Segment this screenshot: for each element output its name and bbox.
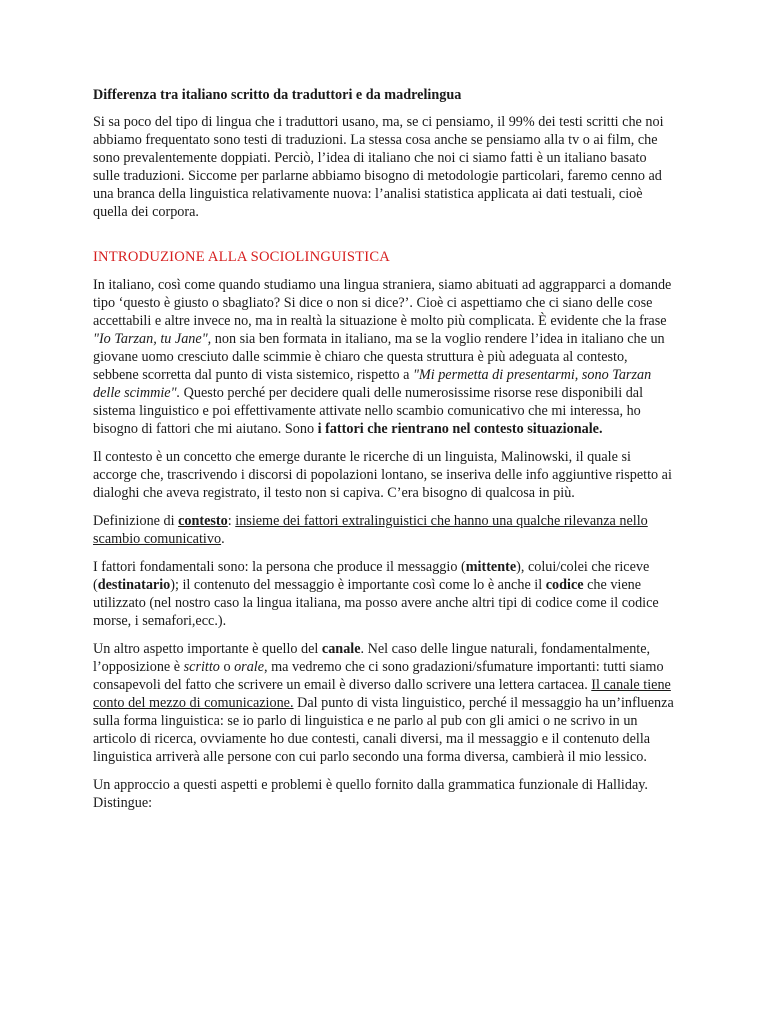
term-scritto: scritto xyxy=(183,659,220,675)
paragraph-fattori xyxy=(93,558,676,630)
text: Definizione di xyxy=(93,513,179,529)
text: ); il contenuto del messaggio è importante così come lo è anche il xyxy=(170,577,546,593)
paragraph-canale xyxy=(93,640,676,766)
paragraph-malinowski: Il contesto è un concetto che emerge durante le ricerche di un linguista, Malinowski, il quale si accorge che, trascrivendo i discorsi di popolazioni lontano, se inseriva delle info aggiuntive rispetto ai dialoghi che aveva registrato, il testo non si capiva. C’era bisogno di qualcosa in più. xyxy=(93,449,672,501)
text: . Nel caso delle lingue naturali, fondamentalmente, l’opposizione è xyxy=(93,641,651,675)
text: Un altro aspetto importante è quello del xyxy=(93,641,322,657)
paragraph-halliday: Un approccio a questi aspetti e problemi è quello fornito dalla grammatica funzionale di Halliday. Distingue: xyxy=(93,777,648,811)
document-title: Differenza tra italiano scritto da traduttori e da madrelingua xyxy=(93,87,462,103)
intro-paragraph: Si sa poco del tipo di lingua che i traduttori usano, ma, se ci pensiamo, il 99% dei testi scritti che noi abbiamo frequentato sono testi di traduzioni. La stessa cosa anche se pensiamo alla tv o ai film, che sono prevalentemente doppiati. Perciò, l’idea di italiano che noi ci siamo fatti è un italiano basato sulle traduzioni. Siccome per parlarne abbiamo bisogno di metodologie particolari, faremo cenno ad una branca della linguistica relativamente nuova: l’analisi statistica applicata ai dati testuali, cioè quella dei corpora. xyxy=(93,114,664,220)
text: ), colui/colei che riceve ( xyxy=(93,559,650,593)
text: Dal punto di vista linguistico, perché il messaggio ha un’influenza sulla forma linguistica: se io parlo di linguistica e ne parlo al pub con gli amici o ne scrivo in un articolo di ricerca, ovviamente ho due contesti, canali diversi, ma il messaggio e il contenuto della linguistica arriverà alle persone con cui parlo secondo una forma diversa, cambierà il mio lessico. xyxy=(93,695,674,765)
text: o xyxy=(219,659,235,675)
text: che viene utilizzato (nel nostro caso la lingua italiana, ma posso avere anche altri tipi di codice come il codice morse, i semafori,ecc.). xyxy=(93,577,659,629)
term-canale: canale xyxy=(321,641,361,657)
term-contesto: contesto xyxy=(178,513,228,529)
text: non sia ben formata in italiano, ma se la voglio rendere l’idea in italiano che un giovane uomo cresciuto dalle scimmie è chiaro che questa struttura è più adeguata al contesto, sebbene scorretta dal punto di vista sistemico, rispetto a xyxy=(93,331,665,383)
definition-contesto: insieme dei fattori extralinguistici che hanno una qualche rilevanza nello scambio comunicativo xyxy=(93,513,648,547)
text: : xyxy=(227,513,236,529)
text: I fattori fondamentali sono: la persona che produce il messaggio ( xyxy=(93,559,466,575)
underlined-canale-sentence: Il canale tiene conto del mezzo di comunicazione. xyxy=(93,677,671,711)
term-destinatario: destinatario xyxy=(97,577,171,593)
term-orale: orale xyxy=(234,659,265,675)
text: In italiano, così come quando studiamo una lingua straniera, siamo abituati ad aggrapparci a domande tipo ‘questo è giusto o sbagliato? Si dice o non si dice?’. Cioè ci aspettiamo che ci siano delle cose accettabili e altre invece no, ma in realtà la situazione è molto più complicata. È evidente che la frase xyxy=(93,277,672,329)
paragraph-definizione xyxy=(93,512,676,548)
text: , ma vedremo che ci sono gradazioni/sfumature importanti: tutti siamo consapevoli del fatto che scrivere un email è diverso dallo scrivere una lettera cartacea. xyxy=(93,659,664,693)
quote-io-tarzan: "Io Tarzan, tu Jane", xyxy=(93,331,212,347)
term-mittente: mittente xyxy=(465,559,517,575)
quote-mi-permetta: "Mi permetta di presentarmi, sono Tarzan delle scimmie". xyxy=(93,367,652,401)
paragraph-tarzan xyxy=(93,276,676,438)
bold-fattori-contesto: i fattori che rientrano nel contesto situazionale. xyxy=(317,421,603,437)
text: Questo perché per decidere quali delle numerosissime risorse rese disponibili dal sistema linguistico e poi effettivamente attivate nello scambio comunicativo che mi interessa, ho bisogno di fattori che mi aiutano. Sono xyxy=(93,385,644,437)
text: . xyxy=(221,531,225,547)
term-codice: codice xyxy=(545,577,584,593)
section-heading: INTRODUZIONE ALLA SOCIOLINGUISTICA xyxy=(93,249,391,265)
